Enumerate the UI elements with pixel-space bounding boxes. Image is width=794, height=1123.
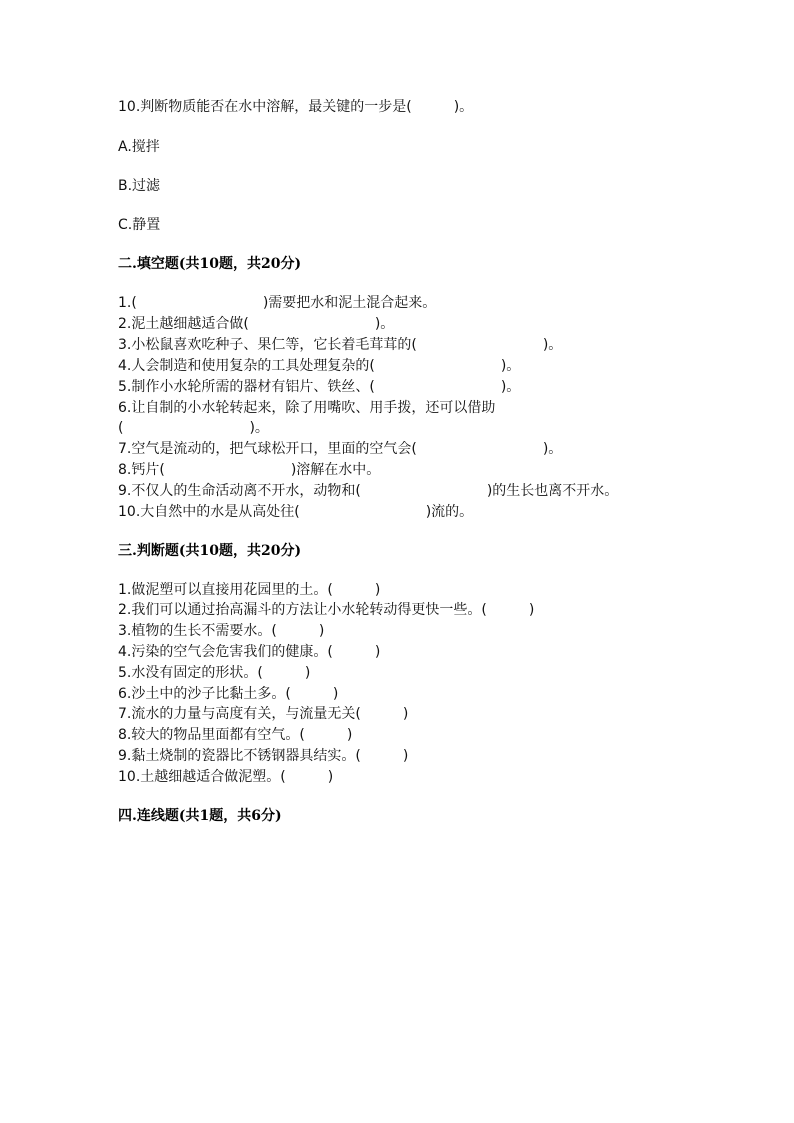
true-false-item: 2.我们可以通过抬高漏斗的方法让小水轮转动得更快一些。( ) xyxy=(118,602,535,618)
fill-blank-item: 8.钙片( )溶解在水中。 xyxy=(118,462,381,478)
true-false-item: 10.土越细越适合做泥塑。( ) xyxy=(118,769,334,785)
fill-blank-item: 5.制作小水轮所需的器材有铝片、铁丝、( )。 xyxy=(118,379,521,395)
fill-blank-item: 7.空气是流动的，把气球松开口，里面的空气会( )。 xyxy=(118,441,563,457)
option-a: A.搅拌 xyxy=(118,139,160,155)
fill-blank-item: 3.小松鼠喜欢吃种子、果仁等，它长着毛茸茸的( )。 xyxy=(118,337,563,353)
option-c: C.静置 xyxy=(118,217,161,233)
true-false-item: 4.污染的空气会危害我们的健康。( ) xyxy=(118,644,381,660)
question-10-stem: 10.判断物质能否在水中溶解，最关键的一步是( )。 xyxy=(118,99,474,115)
fill-blank-item: 9.不仅人的生命活动离不开水，动物和( )的生长也离不开水。 xyxy=(118,483,619,499)
true-false-item: 7.流水的力量与高度有关，与流量无关( ) xyxy=(118,706,409,722)
true-false-item: 8.较大的物品里面都有空气。( ) xyxy=(118,727,353,743)
section-2-heading: 二.填空题(共10题，共20分) xyxy=(118,256,302,272)
section-4-heading: 四.连线题(共1题，共6分) xyxy=(118,808,282,824)
true-false-item: 6.沙土中的沙子比黏土多。( ) xyxy=(118,686,339,702)
fill-blank-item: 6.让自制的小水轮转起来，除了用嘴吹、用手拨，还可以借助 xyxy=(118,400,496,416)
true-false-item: 3.植物的生长不需要水。( ) xyxy=(118,623,325,639)
fill-blank-item: 2.泥土越细越适合做( )。 xyxy=(118,316,395,332)
fill-blank-item: 4.人会制造和使用复杂的工具处理复杂的( )。 xyxy=(118,358,521,374)
fill-blank-item-continuation: ( )。 xyxy=(118,420,269,436)
fill-blank-item: 1.( )需要把水和泥土混合起来。 xyxy=(118,295,437,311)
true-false-item: 9.黏土烧制的瓷器比不锈钢器具结实。( ) xyxy=(118,748,409,764)
section-3-heading: 三.判断题(共10题，共20分) xyxy=(118,543,302,559)
option-b: B.过滤 xyxy=(118,178,161,194)
true-false-item: 5.水没有固定的形状。( ) xyxy=(118,665,311,681)
true-false-item: 1.做泥塑可以直接用花园里的土。( ) xyxy=(118,582,381,598)
fill-blank-item: 10.大自然中的水是从高处往( )流的。 xyxy=(118,504,474,520)
